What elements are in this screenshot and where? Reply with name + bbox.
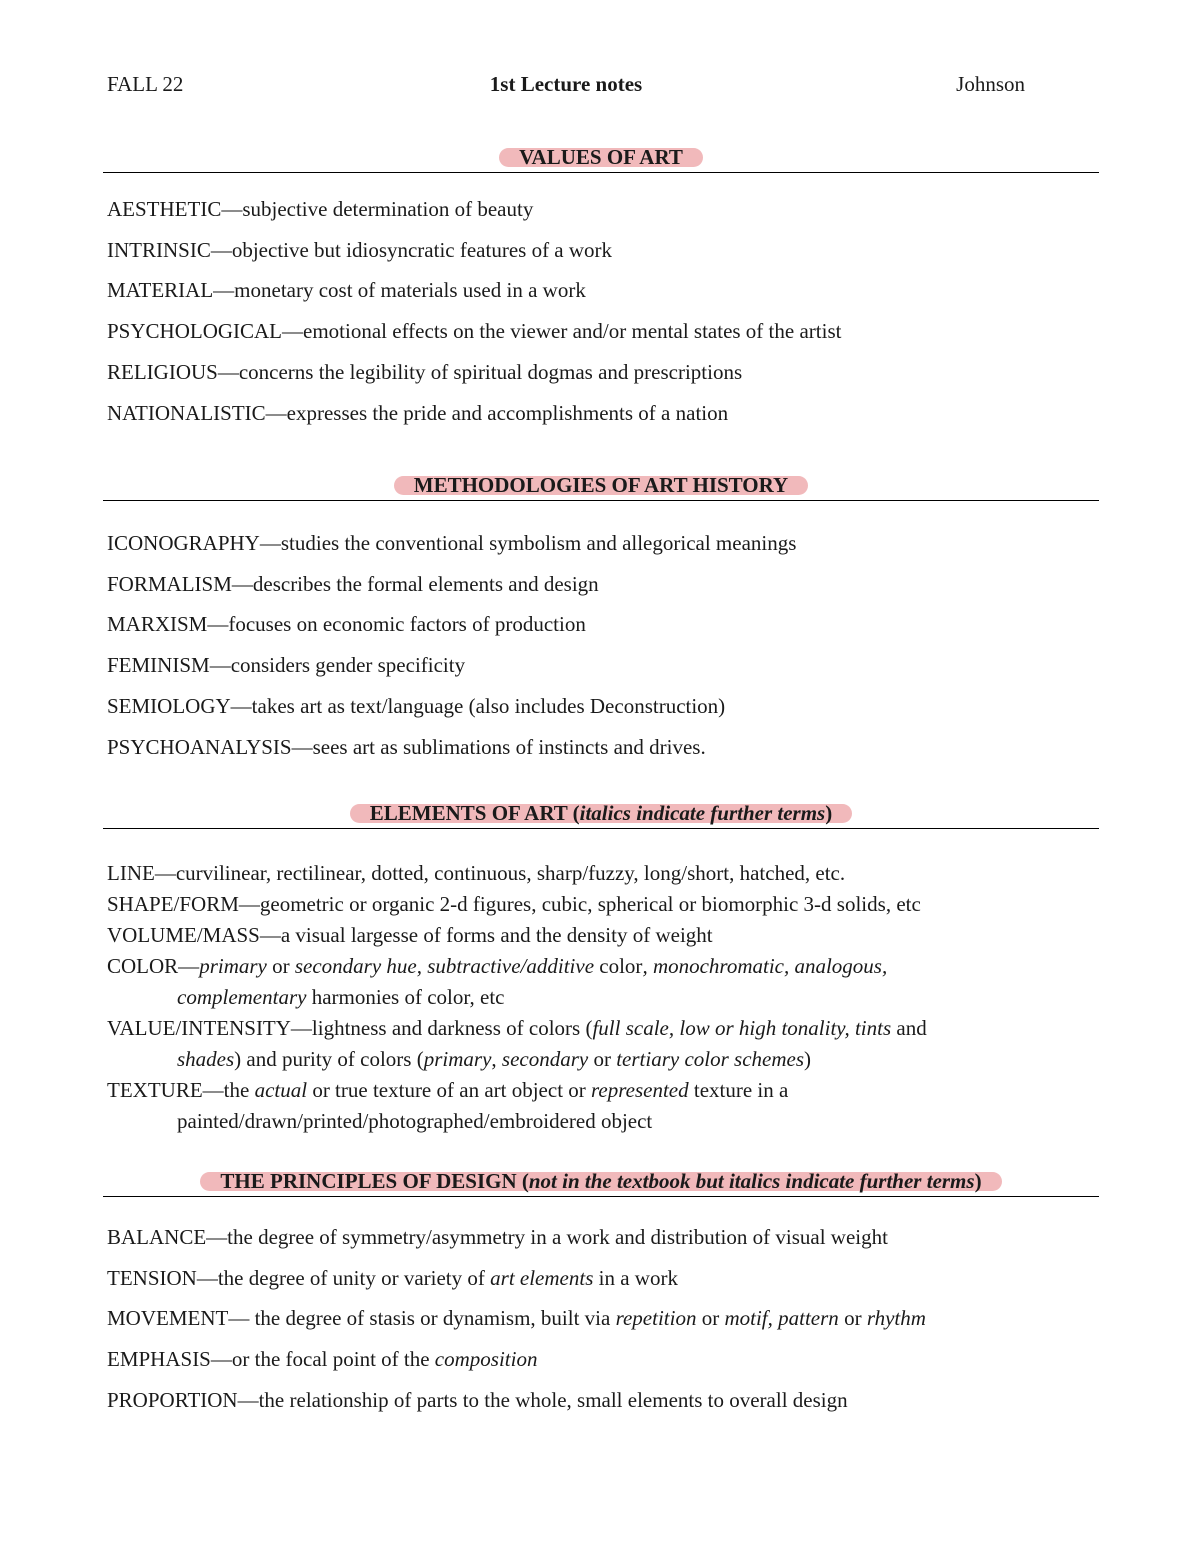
italic-term: primary — [199, 954, 267, 978]
item-term: FORMALISM — [107, 571, 232, 596]
list-item — [107, 352, 1099, 393]
list-item-volume: VOLUME/MASS—a visual largesse of forms and the density of weight — [107, 923, 713, 947]
item-definition: —considers gender specificity — [209, 653, 466, 678]
item-term: MARXISM — [107, 612, 208, 637]
item-term: MATERIAL — [107, 278, 214, 303]
italic-term: rhythm — [866, 1306, 926, 1331]
title-main: THE PRINCIPLES OF DESIGN ( — [220, 1169, 529, 1193]
list-item — [107, 564, 1099, 605]
text-run: color — [594, 954, 643, 978]
continuation-line — [107, 1044, 1099, 1075]
text-run: or — [838, 1306, 867, 1331]
item-definition: —objective but idiosyncratic features of a work — [210, 237, 613, 262]
text-run: or — [696, 1306, 725, 1331]
section-title — [103, 142, 1099, 173]
text-run: texture in a — [688, 1078, 789, 1102]
text-run: ) — [804, 1047, 811, 1071]
text-run: and — [891, 1016, 927, 1040]
principles-list — [103, 1217, 1099, 1421]
section-values — [103, 142, 1099, 433]
title-close: ) — [974, 1169, 982, 1193]
methodologies-list — [103, 523, 1099, 767]
item-term: INTRINSIC — [107, 237, 211, 262]
list-item-balance: BALANCE—the degree of symmetry/asymmetry in a work and distribution of visual weight — [107, 1225, 888, 1249]
list-item-color — [107, 951, 1099, 1013]
text-run: , — [491, 1047, 502, 1071]
page-title-text: 1st Lecture notes — [489, 72, 643, 96]
list-item — [107, 727, 1099, 768]
author-name: Johnson — [956, 72, 1025, 96]
list-item — [107, 230, 1099, 271]
italic-term: represented — [591, 1078, 689, 1102]
list-item — [107, 604, 1099, 645]
section-title-highlight — [350, 801, 852, 825]
item-definition: —describes the formal elements and design — [231, 571, 599, 596]
item-term: NATIONALISTIC — [107, 400, 266, 425]
text-run: EMPHASIS—or the focal point of the — [107, 1347, 435, 1372]
item-definition: —expresses the pride and accomplishments of a nation — [265, 400, 729, 425]
list-item-value — [107, 1013, 1099, 1075]
item-definition: —subjective determination of beauty — [221, 197, 534, 221]
continuation-line — [107, 982, 1099, 1013]
italic-term: secondary hue, subtractive/additive — [294, 954, 595, 978]
section-principles — [103, 1166, 1099, 1421]
item-term: SEMIOLOGY — [107, 693, 231, 718]
elements-list — [103, 858, 1099, 1137]
item-definition: —takes art as text/language (also includes Deconstruction) — [230, 693, 726, 718]
list-item-line: LINE—curvilinear, rectilinear, dotted, continuous, sharp/fuzzy, long/short, hatched, etc. — [107, 861, 846, 885]
italic-term: secondary — [501, 1047, 589, 1071]
italic-term: complementary — [177, 985, 307, 1009]
text-run: COLOR— — [107, 954, 200, 978]
list-item-movement — [107, 1298, 1099, 1339]
section-title — [103, 1166, 1099, 1197]
item-term: PSYCHOLOGICAL — [107, 319, 283, 344]
italic-term: art elements — [490, 1265, 594, 1290]
page-header — [107, 72, 1025, 102]
list-item — [107, 393, 1099, 434]
italic-term: tertiary color schemes — [616, 1047, 804, 1071]
italic-term: repetition — [615, 1306, 697, 1331]
title-main: ELEMENTS OF ART ( — [369, 801, 580, 825]
item-term: RELIGIOUS — [107, 359, 218, 384]
text-run: in a work — [593, 1265, 678, 1290]
title-close: ) — [825, 801, 833, 825]
list-item — [107, 270, 1099, 311]
item-definition: —concerns the legibility of spiritual dogmas and prescriptions — [217, 359, 743, 384]
italic-term: , monochromatic, analogous, — [642, 954, 888, 978]
term-label: FALL 22 — [107, 72, 184, 96]
section-title-highlight — [200, 1169, 1001, 1193]
continuation-line: painted/drawn/printed/photographed/embroidered object — [177, 1109, 653, 1133]
section-title — [103, 798, 1099, 829]
italic-term: full scale, low or high tonality, tints — [592, 1016, 892, 1040]
item-definition: —emotional effects on the viewer and/or mental states of the artist — [282, 319, 842, 344]
list-item — [107, 645, 1099, 686]
section-methodologies — [103, 470, 1099, 767]
section-elements — [103, 798, 1099, 1137]
italic-term: motif, pattern — [724, 1306, 839, 1331]
text-run: TEXTURE—the — [107, 1078, 255, 1102]
list-item — [107, 311, 1099, 352]
text-run: MOVEMENT— the degree of stasis or dynamism, built via — [107, 1306, 616, 1331]
section-title-highlight: VALUES OF ART — [499, 148, 703, 167]
italic-term: primary — [423, 1047, 492, 1071]
text-run: TENSION—the degree of unity or variety of — [107, 1265, 491, 1290]
text-run: or true texture of an art object or — [307, 1078, 592, 1102]
item-term: PSYCHOANALYSIS — [107, 734, 292, 759]
section-title-highlight: METHODOLOGIES OF ART HISTORY — [394, 476, 808, 495]
list-item-proportion: PROPORTION—the relationship of parts to the whole, small elements to overall design — [107, 1387, 848, 1412]
text-run: harmonies of color, etc — [306, 985, 505, 1009]
item-definition: —sees art as sublimations of instincts and drives. — [291, 734, 706, 759]
list-item-shape: SHAPE/FORM—geometric or organic 2-d figures, cubic, spherical or biomorphic 3-d solids, etc — [107, 892, 921, 916]
text-run: VALUE/INTENSITY—lightness and darkness of colors ( — [107, 1016, 593, 1040]
item-term: FEMINISM — [107, 653, 210, 678]
list-item — [107, 523, 1099, 564]
italic-term: shades — [177, 1047, 235, 1071]
list-item-tension — [107, 1258, 1099, 1299]
values-list — [103, 189, 1099, 433]
item-term: AESTHETIC — [107, 197, 222, 221]
section-title — [103, 470, 1099, 501]
italic-term: composition — [434, 1347, 538, 1372]
title-italic: not in the textbook but italics indicate further terms — [528, 1169, 975, 1193]
text-run: ) and purity of colors ( — [234, 1047, 424, 1071]
text-run: or — [588, 1047, 617, 1071]
item-term: ICONOGRAPHY — [107, 531, 260, 555]
list-item-texture — [107, 1075, 1099, 1137]
title-italic: italics indicate further terms — [579, 801, 826, 825]
item-definition: —studies the conventional symbolism and allegorical meanings — [259, 531, 797, 555]
list-item — [107, 686, 1099, 727]
text-run: or — [266, 954, 295, 978]
page-title — [107, 72, 1025, 97]
item-definition: —monetary cost of materials used in a work — [213, 278, 586, 303]
list-item-emphasis — [107, 1339, 1099, 1380]
italic-term: actual — [254, 1078, 308, 1102]
item-definition: —focuses on economic factors of production — [207, 612, 586, 637]
list-item — [107, 189, 1099, 230]
